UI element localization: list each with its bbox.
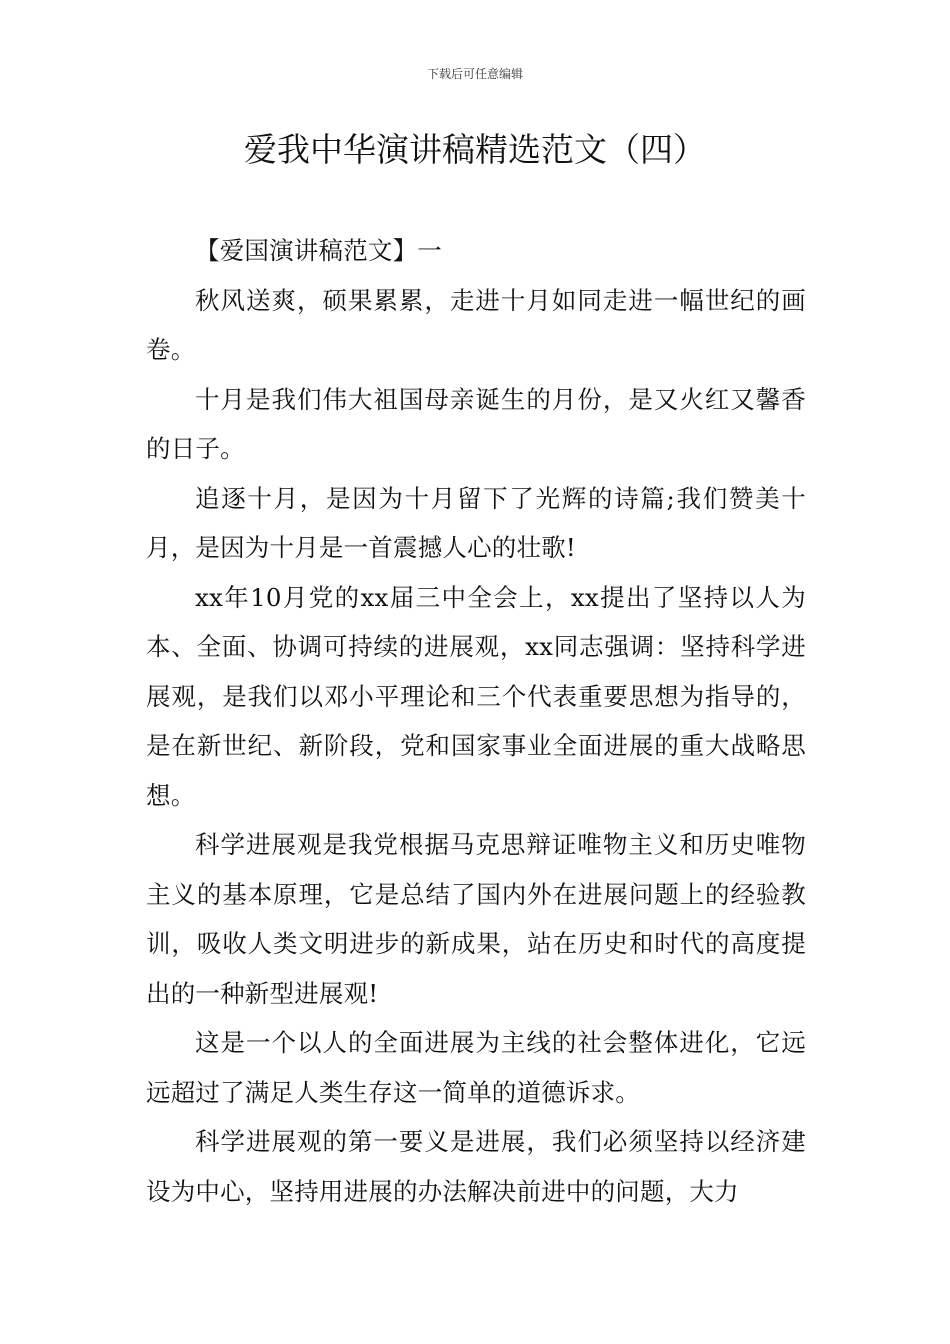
- header-note: 下载后可任意编辑: [426, 67, 523, 81]
- paragraph: 这是一个以人的全面进展为主线的社会整体进化，它远远超过了满足人类生存这一简单的道德诉求。: [146, 1028, 806, 1107]
- document-body: [146, 226, 806, 1216]
- paragraph-heading: 【爱国演讲稿范文】一: [195, 236, 442, 265]
- paragraph: 科学进展观是我党根据马克思辩证唯物主义和历史唯物主义的基本原理，它是总结了国内外在进展问题上的经验教训，吸收人类文明进步的新成果，站在历史和时代的高度提出的一种新型进展观!: [146, 830, 806, 1008]
- paragraph: 科学进展观的第一要义是进展，我们必须坚持以经济建设为中心，坚持用进展的办法解决前进中的问题，大力: [146, 1127, 806, 1206]
- document-title: 爱我中华演讲稿精选范文（四）: [244, 130, 706, 169]
- paragraph: 追逐十月，是因为十月留下了光辉的诗篇;我们赞美十月，是因为十月是一首震撼人心的壮歌!: [146, 483, 806, 562]
- paragraph: 十月是我们伟大祖国母亲诞生的月份，是又火红又馨香的日子。: [146, 384, 806, 463]
- paragraph: 秋风送爽，硕果累累，走进十月如同走进一幅世纪的画卷。: [146, 285, 806, 364]
- paragraph: xx年10月党的xx届三中全会上，xx提出了坚持以人为本、全面、协调可持续的进展观，xx同志强调：坚持科学进展观，是我们以邓小平理论和三个代表重要思想为指导的，是在新世纪、新阶段，党和国家事业全面进展的重大战略思想。: [146, 582, 806, 810]
